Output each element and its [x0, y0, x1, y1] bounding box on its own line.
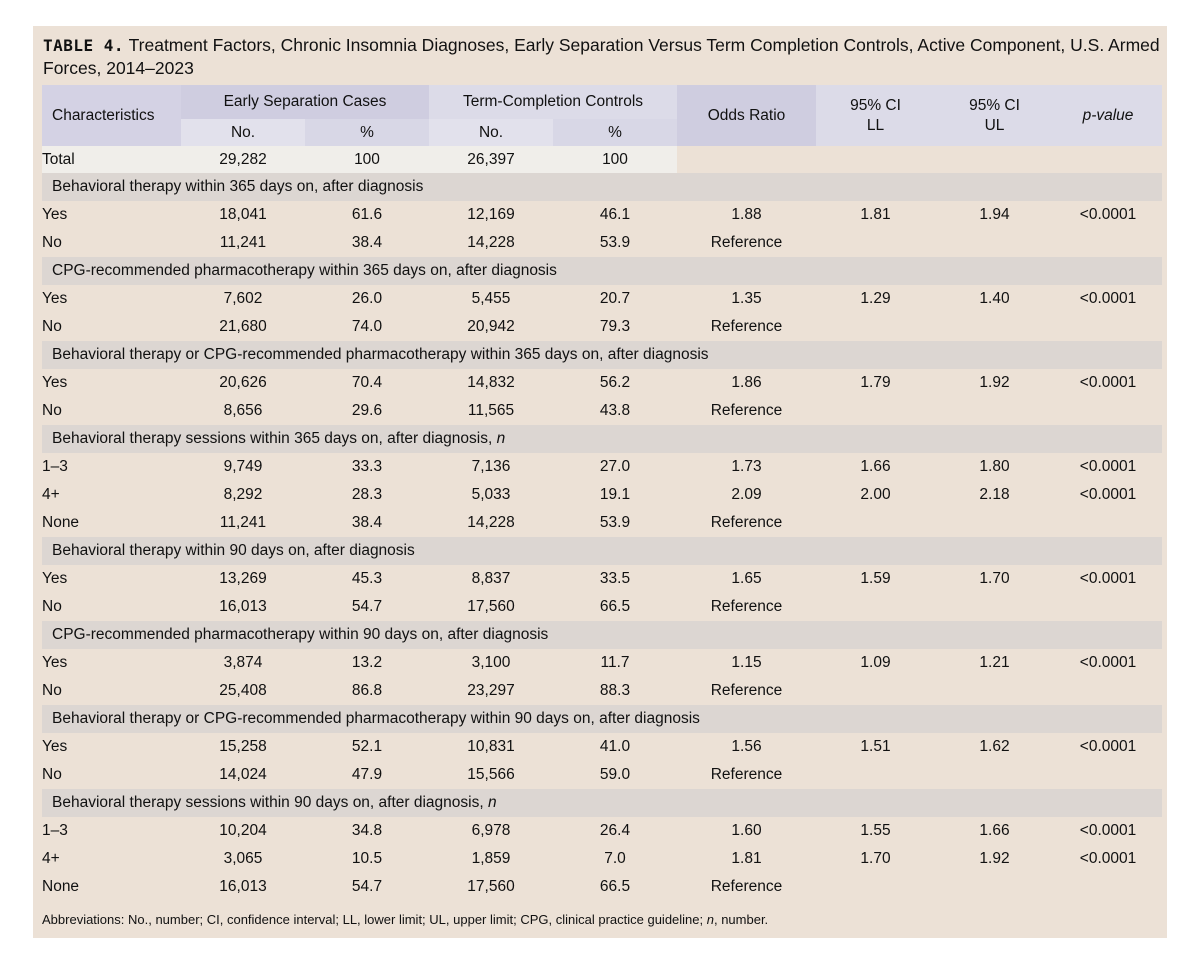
table-row — [42, 565, 1162, 593]
cell-ctrl-no: 6,978 — [471, 822, 511, 839]
cell-ll: 1.09 — [860, 654, 891, 671]
cell-ctrl-pct: 53.9 — [599, 514, 631, 531]
table-row — [42, 761, 1162, 789]
table-row — [42, 201, 1162, 229]
cell-ll: 1.70 — [860, 850, 891, 867]
table-row — [42, 873, 1162, 901]
cell-ctrl-pct: 26.4 — [599, 822, 631, 839]
table-row — [42, 845, 1162, 873]
row-label: 4+ — [42, 486, 60, 503]
cell-ctrl-pct: 19.1 — [599, 486, 631, 503]
cell-or: Reference — [710, 402, 783, 419]
cell-ctrl-no: 10,831 — [467, 738, 515, 755]
cell-ctrl-no: 14,228 — [467, 514, 515, 531]
table-row — [42, 229, 1162, 257]
cell-p — [1054, 593, 1162, 621]
row-label: Yes — [42, 374, 68, 391]
cell-ctrl-no: 23,297 — [467, 682, 515, 699]
cell-ctrl-no: 5,033 — [471, 486, 511, 503]
cell-ll — [816, 397, 935, 425]
total-row — [42, 146, 1162, 173]
cell-cases-pct: 10.5 — [351, 850, 383, 867]
cell-ul — [935, 593, 1054, 621]
cell-p: <0.0001 — [1079, 850, 1137, 867]
cell-cases-no: 21,680 — [219, 318, 267, 335]
cell-p: <0.0001 — [1079, 206, 1137, 223]
table-row — [42, 817, 1162, 845]
cell-p — [1054, 229, 1162, 257]
cell-ll: 1.55 — [860, 822, 891, 839]
total-label: Total — [42, 146, 181, 173]
section-row — [42, 173, 1162, 201]
cell-or: Reference — [710, 766, 783, 783]
section-title: CPG-recommended pharmacotherapy within 90 days on, after diagnosis — [42, 621, 1162, 649]
cell-ll: 1.81 — [860, 206, 891, 223]
total-controls-pct: 100 — [553, 146, 677, 173]
cell-cases-no: 20,626 — [219, 374, 267, 391]
cell-p: <0.0001 — [1079, 822, 1137, 839]
table-row — [42, 733, 1162, 761]
cell-ul — [935, 761, 1054, 789]
cell-p: <0.0001 — [1079, 486, 1137, 503]
row-label: 4+ — [42, 850, 60, 867]
cell-ctrl-pct: 88.3 — [599, 682, 631, 699]
section-title: Behavioral therapy sessions within 365 days on, after diagnosis, n — [42, 425, 1162, 453]
cell-cases-no: 15,258 — [219, 738, 267, 755]
cell-ll — [816, 873, 935, 901]
cell-cases-no: 7,602 — [223, 290, 263, 307]
row-label: Yes — [42, 654, 68, 671]
cell-or: 1.65 — [731, 570, 762, 587]
cell-cases-no: 10,204 — [219, 822, 267, 839]
table-row — [42, 649, 1162, 677]
cell-ctrl-no: 8,837 — [471, 570, 511, 587]
cell-cases-no: 16,013 — [219, 878, 267, 895]
header-odds-ratio: Odds Ratio — [677, 85, 816, 146]
cell-ctrl-pct: 56.2 — [599, 374, 631, 391]
cell-ctrl-pct: 20.7 — [599, 290, 631, 307]
table-row — [42, 285, 1162, 313]
cell-p — [1054, 873, 1162, 901]
cell-ul — [935, 509, 1054, 537]
cell-ul: 1.94 — [979, 206, 1010, 223]
cell-ll: 1.79 — [860, 374, 891, 391]
cell-cases-pct: 45.3 — [351, 570, 383, 587]
cell-or: 1.60 — [731, 822, 762, 839]
cell-or: Reference — [710, 682, 783, 699]
cell-cases-no: 16,013 — [219, 598, 267, 615]
cell-cases-no: 8,292 — [223, 486, 263, 503]
cell-ll: 1.59 — [860, 570, 891, 587]
header-ci-ul: 95% CI UL — [969, 96, 1020, 134]
cell-ul: 1.66 — [979, 822, 1010, 839]
cell-or: 1.81 — [731, 850, 762, 867]
data-table — [42, 85, 1162, 901]
cell-ctrl-pct: 79.3 — [599, 318, 631, 335]
cell-ll: 1.66 — [860, 458, 891, 475]
section-row — [42, 789, 1162, 817]
total-cases-no: 29,282 — [181, 146, 305, 173]
cell-ul: 1.70 — [979, 570, 1010, 587]
row-label: No — [42, 234, 62, 251]
cell-ctrl-no: 14,228 — [467, 234, 515, 251]
table-title-text: Treatment Factors, Chronic Insomnia Diagnoses, Early Separation Versus Term Completion Controls, Active Component, U.S. Armed Forces, 2014–2023 — [43, 35, 1160, 78]
cell-cases-pct: 13.2 — [351, 654, 383, 671]
table-row — [42, 313, 1162, 341]
cell-cases-pct: 52.1 — [351, 738, 383, 755]
section-row — [42, 257, 1162, 285]
row-label: No — [42, 682, 62, 699]
cell-cases-no: 8,656 — [223, 402, 263, 419]
cell-cases-pct: 70.4 — [351, 374, 383, 391]
row-label: No — [42, 402, 62, 419]
cell-ctrl-pct: 53.9 — [599, 234, 631, 251]
total-controls-no: 26,397 — [429, 146, 553, 173]
table-row — [42, 481, 1162, 509]
cell-ul: 1.62 — [979, 738, 1010, 755]
cell-ctrl-no: 15,566 — [467, 766, 515, 783]
cell-ctrl-pct: 11.7 — [600, 654, 630, 671]
cell-or: 1.15 — [731, 654, 762, 671]
cell-ul — [935, 313, 1054, 341]
cell-p — [1054, 313, 1162, 341]
cell-cases-no: 18,041 — [219, 206, 267, 223]
cell-p: <0.0001 — [1079, 374, 1137, 391]
cell-ctrl-pct: 66.5 — [599, 598, 631, 615]
table-panel — [33, 26, 1167, 938]
cell-cases-pct: 86.8 — [351, 682, 383, 699]
cell-ctrl-pct: 43.8 — [599, 402, 631, 419]
cell-ul: 1.92 — [979, 850, 1010, 867]
cell-ul — [935, 229, 1054, 257]
cell-cases-no: 13,269 — [219, 570, 267, 587]
row-label: 1–3 — [42, 458, 68, 475]
row-label: None — [42, 878, 80, 895]
cell-p: <0.0001 — [1079, 290, 1137, 307]
cell-or: Reference — [710, 598, 783, 615]
cell-cases-no: 11,241 — [219, 514, 267, 531]
footnote: Abbreviations: No., number; CI, confidence interval; LL, lower limit; UL, upper limit; CPG, clinical practice guideline; n, number. — [42, 912, 769, 927]
cell-or: 1.35 — [731, 290, 762, 307]
table-row — [42, 677, 1162, 705]
header-characteristics: Characteristics — [42, 85, 181, 146]
cell-p: <0.0001 — [1079, 738, 1137, 755]
cell-p — [1054, 397, 1162, 425]
cell-or: Reference — [710, 318, 783, 335]
cell-ctrl-no: 12,169 — [467, 206, 515, 223]
cell-p — [1054, 509, 1162, 537]
header-cases: Early Separation Cases — [181, 85, 429, 119]
section-row — [42, 705, 1162, 733]
cell-ctrl-pct: 27.0 — [599, 458, 631, 475]
section-title: Behavioral therapy or CPG-recommended pharmacotherapy within 90 days on, after diagnosis — [42, 705, 1162, 733]
cell-ctrl-no: 20,942 — [467, 318, 515, 335]
cell-ctrl-no: 1,859 — [471, 850, 511, 867]
section-row — [42, 621, 1162, 649]
table-label: TABLE 4. — [43, 36, 125, 55]
cell-ll: 1.51 — [860, 738, 891, 755]
cell-cases-no: 14,024 — [219, 766, 267, 783]
header-controls: Term-Completion Controls — [429, 85, 677, 119]
section-title: CPG-recommended pharmacotherapy within 365 days on, after diagnosis — [42, 257, 1162, 285]
cell-cases-pct: 47.9 — [351, 766, 383, 783]
cell-or: Reference — [710, 514, 783, 531]
section-title: Behavioral therapy sessions within 90 days on, after diagnosis, n — [42, 789, 1162, 817]
cell-cases-pct: 26.0 — [351, 290, 383, 307]
cell-or: Reference — [710, 234, 783, 251]
cell-ctrl-no: 17,560 — [467, 598, 515, 615]
cell-or: 1.73 — [731, 458, 762, 475]
cell-ul — [935, 677, 1054, 705]
cell-ctrl-no: 7,136 — [471, 458, 511, 475]
row-label: Yes — [42, 290, 68, 307]
cell-ll — [816, 677, 935, 705]
cell-or: 1.86 — [731, 374, 762, 391]
header-controls-pct: % — [553, 119, 677, 146]
cell-ul — [935, 397, 1054, 425]
section-row — [42, 537, 1162, 565]
cell-ctrl-no: 5,455 — [471, 290, 511, 307]
cell-cases-no: 3,065 — [223, 850, 263, 867]
cell-ctrl-no: 17,560 — [467, 878, 515, 895]
section-row — [42, 341, 1162, 369]
header-ci-ll: 95% CI LL — [850, 96, 901, 134]
cell-ll — [816, 313, 935, 341]
header-p-value: p-value — [1082, 106, 1134, 124]
table-row — [42, 369, 1162, 397]
row-label: Yes — [42, 570, 68, 587]
cell-ll — [816, 761, 935, 789]
cell-cases-no: 11,241 — [219, 234, 267, 251]
row-label: No — [42, 766, 62, 783]
cell-cases-pct: 38.4 — [351, 514, 383, 531]
row-label: No — [42, 598, 62, 615]
cell-or: 1.88 — [731, 206, 762, 223]
cell-ll: 2.00 — [860, 486, 891, 503]
section-title: Behavioral therapy within 365 days on, after diagnosis — [42, 173, 1162, 201]
cell-ll — [816, 509, 935, 537]
row-label: No — [42, 318, 62, 335]
cell-cases-pct: 34.8 — [351, 822, 383, 839]
cell-ul: 2.18 — [979, 486, 1010, 503]
cell-ul: 1.21 — [979, 654, 1010, 671]
cell-ctrl-pct: 46.1 — [599, 206, 631, 223]
cell-ctrl-no: 3,100 — [471, 654, 511, 671]
table-row — [42, 453, 1162, 481]
cell-cases-pct: 54.7 — [351, 598, 383, 615]
cell-ul: 1.80 — [979, 458, 1010, 475]
cell-or: 2.09 — [731, 486, 762, 503]
cell-ctrl-pct: 33.5 — [599, 570, 631, 587]
cell-cases-no: 9,749 — [223, 458, 263, 475]
cell-ul: 1.92 — [979, 374, 1010, 391]
cell-or: Reference — [710, 878, 783, 895]
cell-cases-pct: 38.4 — [351, 234, 383, 251]
table-row — [42, 509, 1162, 537]
cell-ul — [935, 873, 1054, 901]
cell-p: <0.0001 — [1079, 570, 1137, 587]
table-row — [42, 397, 1162, 425]
cell-cases-no: 3,874 — [223, 654, 263, 671]
cell-ll: 1.29 — [860, 290, 891, 307]
header-cases-no: No. — [181, 119, 305, 146]
cell-ctrl-pct: 59.0 — [599, 766, 631, 783]
cell-p: <0.0001 — [1079, 654, 1137, 671]
row-label: 1–3 — [42, 822, 68, 839]
cell-ll — [816, 593, 935, 621]
cell-ctrl-no: 14,832 — [467, 374, 515, 391]
cell-ul: 1.40 — [979, 290, 1010, 307]
cell-cases-pct: 61.6 — [351, 206, 383, 223]
cell-ctrl-no: 11,565 — [467, 402, 515, 419]
table-row — [42, 593, 1162, 621]
cell-cases-pct: 33.3 — [351, 458, 383, 475]
cell-ctrl-pct: 66.5 — [599, 878, 631, 895]
cell-p — [1054, 677, 1162, 705]
cell-ctrl-pct: 7.0 — [604, 850, 626, 867]
row-label: Yes — [42, 206, 68, 223]
cell-cases-pct: 29.6 — [351, 402, 383, 419]
cell-p: <0.0001 — [1079, 458, 1137, 475]
cell-cases-pct: 28.3 — [351, 486, 383, 503]
section-title: Behavioral therapy or CPG-recommended pharmacotherapy within 365 days on, after diagnosis — [42, 341, 1162, 369]
row-label: None — [42, 514, 80, 531]
cell-p — [1054, 761, 1162, 789]
header-cases-pct: % — [305, 119, 429, 146]
cell-cases-no: 25,408 — [219, 682, 267, 699]
total-cases-pct: 100 — [305, 146, 429, 173]
table-title — [43, 34, 1163, 79]
section-row — [42, 425, 1162, 453]
header-controls-no: No. — [429, 119, 553, 146]
cell-ll — [816, 229, 935, 257]
cell-cases-pct: 54.7 — [351, 878, 383, 895]
cell-or: 1.56 — [731, 738, 762, 755]
cell-cases-pct: 74.0 — [351, 318, 383, 335]
section-title: Behavioral therapy within 90 days on, after diagnosis — [42, 537, 1162, 565]
cell-ctrl-pct: 41.0 — [599, 738, 631, 755]
row-label: Yes — [42, 738, 68, 755]
